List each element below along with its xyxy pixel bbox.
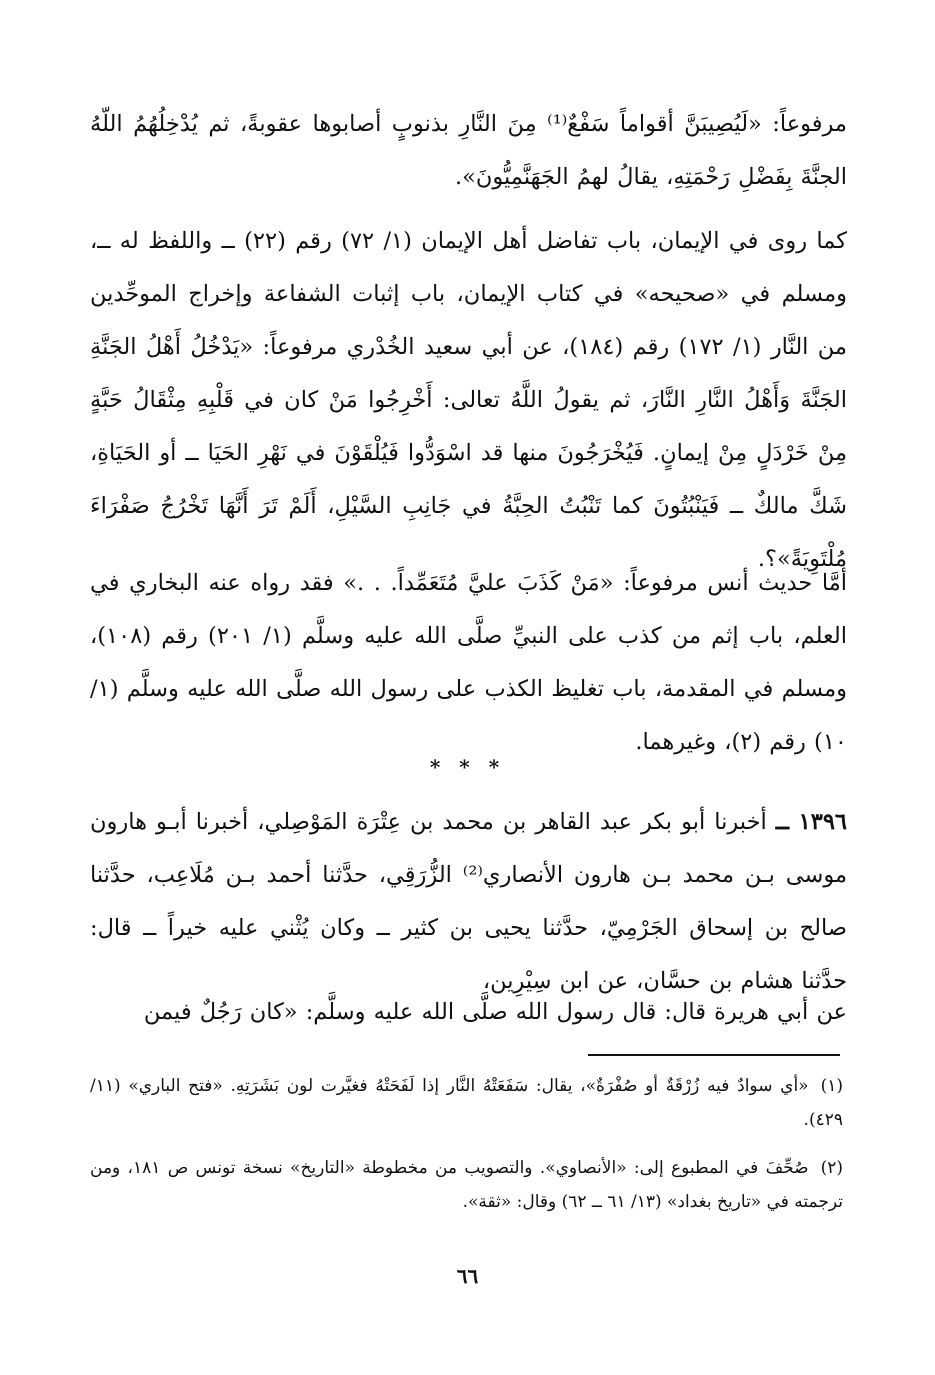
page-number: ٦٦ [456,1264,479,1288]
paragraph-isnad [90,796,847,1008]
hadith-number: ١٣٩٦ ــ [775,809,847,835]
footnote-text: «أي سوادٌ فيه زُرْقَةٌ أو صُفْرَةٌ»، يقال: سَفَعَتْهُ النَّار إذا لَفَحَتْهُ فغيَّرت لون بَشَرَتِهِ. «فتح الباري» (١١/ ٤٢٩). [90,1076,843,1130]
footnote-number: (١) [820,1076,843,1096]
footnote-2 [90,1151,843,1219]
footnote-number: (٢) [820,1158,843,1178]
section-separator: * * * [429,755,506,779]
footnote-text: صُحِّفَ في المطبوع إلى: «الأنصاوي». والتصويب من مخطوطة «التاريخ» نسخة تونس ص ١٨١، ومن ترجمته في «تاريخ بغداد» (١٣/ ٦١ ــ ٦٢) وقال: «ثقة». [90,1158,843,1212]
paragraph-matn-start: عن أبي هريرة قال: قال رسول الله صلَّى الله عليه وسلَّم: «كان رَجُلٌ فيمن [143,999,847,1025]
paragraph-anas-hadith: أمَّا حديث أنس مرفوعاً: «مَنْ كَذَبَ عليَّ مُتَعَمِّداً. . .» فقد رواه عنه البخاري في العلم، باب إثم من كذب على النبيِّ صلَّى الله عليه وسلَّم (١/ ٢٠١) رقم (١٠٨)، ومسلم في المقدمة، باب تغليظ الكذب على رسول الله صلَّى الله عليه وسلَّم (١/ ١٠) رقم (٢)، وغيرهما. [90,570,847,755]
paragraph-continuation: مرفوعاً: «لَيُصِيبَنَّ أقواماً سَفْعٌ⁽¹⁾ مِنَ النَّارِ بذنوبٍ أصابوها عقوبةً، ثم يُدْخِلُهُمُ اللّهُ الجنَّةَ بِفَضْلِ رَحْمَتِهِ، يقالُ لهمُ الجَهَنَّمِيُّونَ». [90,111,847,190]
footnote-1 [90,1069,843,1137]
footnote-divider [588,1054,840,1056]
isnad-text: أخبرنا أبو بكر عبد القاهر بن محمد بن عِتْرَة المَوْصِلي، أخبرنا أبـو هارون موسى بـن محمد بـن هارون الأنصاري⁽²⁾ الزُّرَقِي، حدَّثنا أحمد بـن مُلَاعِب، حدَّثنا صالح بن إسحاق الجَرْمِيّ، حدَّثنا يحيى بن كثير ــ وكان يُثْني عليه خيراً ــ قال: حدَّثنا هشام بن حسَّان، عن ابن سِيْرِين، [90,809,847,994]
paragraph-takhrij-muslim: كما روى في الإيمان، باب تفاضل أهل الإيمان (١/ ٧٢) رقم (٢٢) ــ واللفظ له ــ، ومسلم في «صحيحه» في كتاب الإيمان، باب إثبات الشفاعة وإخراج الموحِّدين من النَّار (١/ ١٧٢) رقم (١٨٤)، عن أبي سعيد الخُدْري مرفوعاً: «يَدْخُلُ أَهْلُ الجَنَّةِ الجَنَّةَ وَأَهْلُ النَّارِ النَّارَ، ثم يقولُ اللَّهُ تعالى: أَخْرِجُوا مَنْ كان في قَلْبِهِ مِثْقَالُ حَبَّةٍ مِنْ خَرْدَلٍ مِنْ إيمانٍ. فَيُخْرَجُونَ منها قد اسْوَدُّوا فَيُلْقَوْنَ في نَهْرِ الحَيَا ــ أو الحَيَاةِ، شَكَّ مالكٌ ــ فَيَنْبُتُونَ كما تَنْبُتُ الحِبَّةُ في جَانِبِ السَّيْلِ، أَلَمْ تَرَ أَنَّهَا تَخْرُجُ صَفْرَاءَ مُلْتَوِيَةً»؟. [90,228,848,572]
